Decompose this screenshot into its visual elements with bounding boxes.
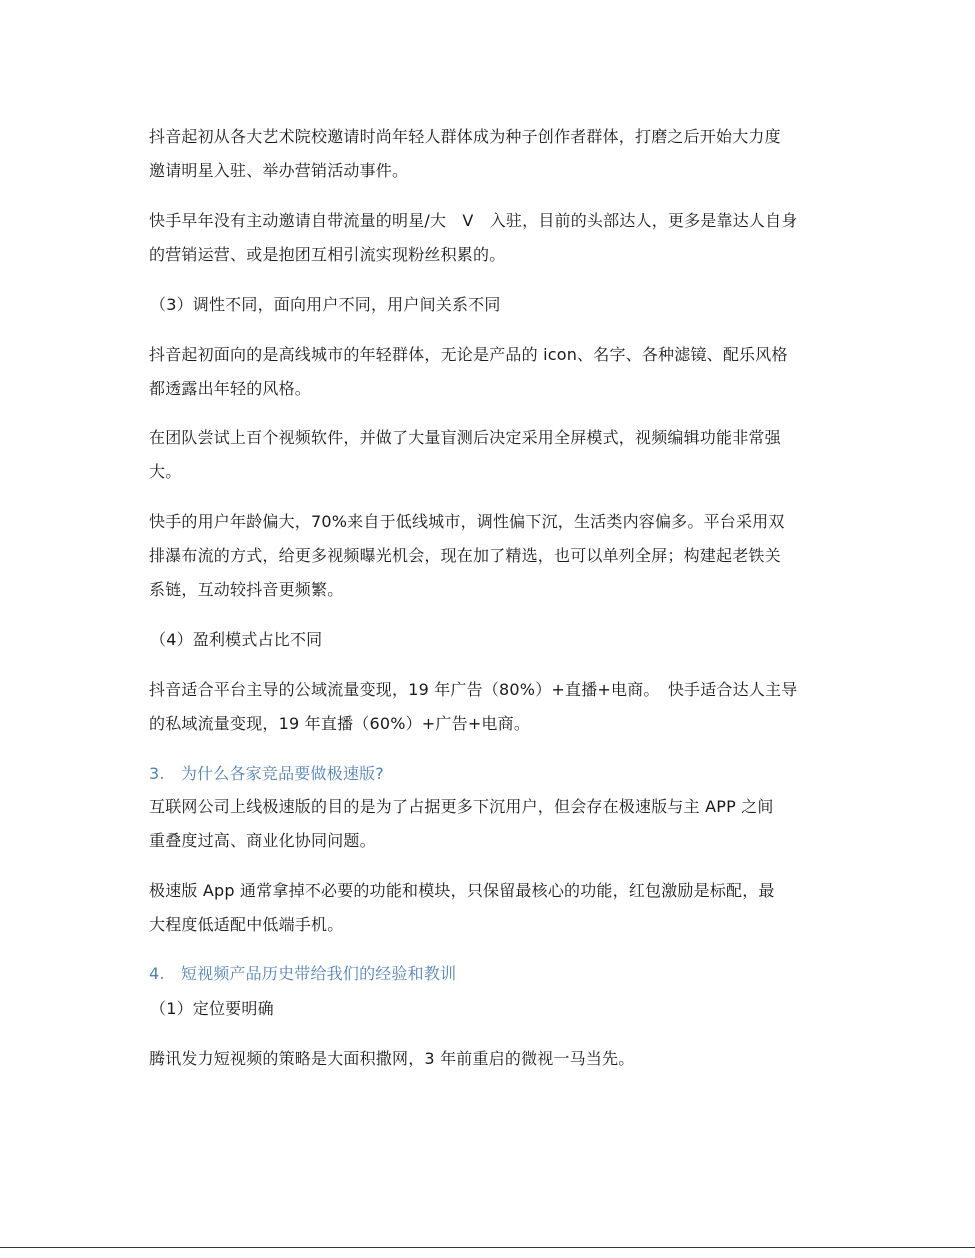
subheading-tone-difference: （3）调性不同，面向用户不同，用户间关系不同 (150, 295, 501, 314)
paragraph-kuaishou-top-creators: 快手早年没有主动邀请自带流量的明星/大 V 入驻，目前的头部达人，更多是靠达人自身 的营销运营、或是抱团互相引流实现粉丝积累的。 (149, 211, 798, 264)
subheading-profit-model: （4）盈利模式占比不同 (150, 630, 323, 649)
page-bottom-rule (0, 1247, 975, 1248)
paragraph-lite-purpose: 互联网公司上线极速版的目的是为了占据更多下沉用户，但会存在极速版与主 APP 之间 重叠度过高、商业化协同问题。 (149, 797, 774, 850)
paragraph-kuaishou-users: 快手的用户年龄偏大，70%来自于低线城市，调性偏下沉，生活类内容偏多。平台采用双 排瀑布流的方式，给更多视频曝光机会，现在加了精选，也可以单列全屏；构建起老铁关 系链，互动较抖音更频繁。 (149, 512, 785, 599)
heading-lite-version: 3. 为什么各家竞品要做极速版? (149, 764, 384, 783)
paragraph-monetization: 抖音适合平台主导的公域流量变现，19 年广告（80%）+直播+电商。 快手适合达人主导 的私域流量变现，19 年直播（60%）+广告+电商。 (149, 680, 798, 733)
paragraph-douyin-seed-creators: 抖音起初从各大艺术院校邀请时尚年轻人群体成为种子创作者群体，打磨之后开始大力度 邀请明星入驻、举办营销活动事件。 (149, 127, 781, 180)
paragraph-douyin-young-users: 抖音起初面向的是高线城市的年轻群体，无论是产品的 icon、名字、各种滤镜、配乐风格 都透露出年轻的风格。 (149, 345, 788, 398)
subheading-positioning: （1）定位要明确 (150, 999, 274, 1018)
paragraph-tencent-strategy: 腾讯发力短视频的策略是大面积撒网，3 年前重启的微视一马当先。 (149, 1049, 635, 1068)
paragraph-lite-features: 极速版 App 通常拿掉不必要的功能和模块，只保留最核心的功能，红包激励是标配，最 大程度低适配中低端手机。 (149, 881, 775, 934)
paragraph-fullscreen-mode: 在团队尝试上百个视频软件，并做了大量盲测后决定采用全屏模式，视频编辑功能非常强 大。 (149, 428, 781, 481)
heading-lessons: 4. 短视频产品历史带给我们的经验和教训 (149, 964, 457, 983)
